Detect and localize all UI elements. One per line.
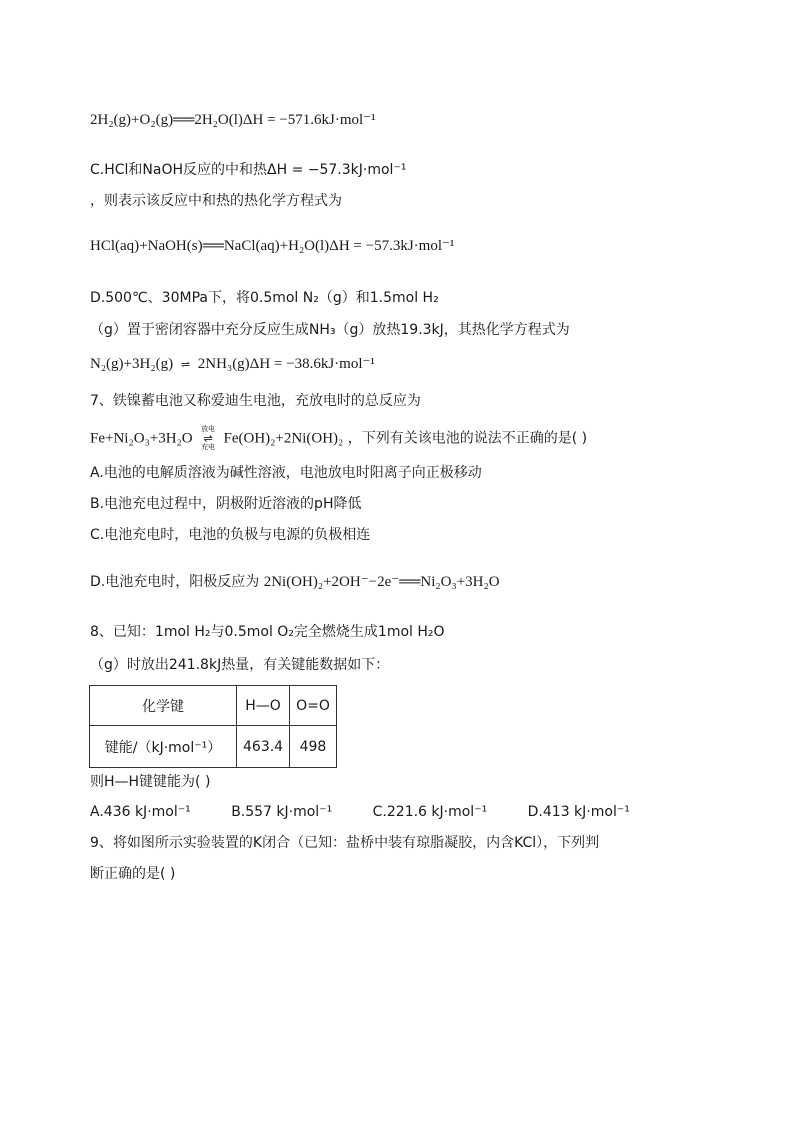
q8-stem: 8、已知：1mol H₂与0.5mol O₂完全燃烧生成1mol H₂O xyxy=(90,624,445,640)
q7-option-d-text: D.电池充电时，阳极反应为 xyxy=(90,574,260,590)
q8-option-a: A.436 kJ·mol⁻¹ xyxy=(90,804,191,820)
q8-stem-line2: （g）时放出241.8kJ热量，有关键能数据如下： xyxy=(90,657,390,673)
q8-option-c: C.221.6 kJ·mol⁻¹ xyxy=(372,804,488,820)
table-header-cell: H—O xyxy=(237,686,290,726)
q7-stem: 7、铁镍蓄电池又称爱迪生电池，充放电时的总反应为 xyxy=(90,393,421,409)
table-cell: 键能/（kJ·mol⁻¹） xyxy=(90,726,237,768)
q6-option-d-line2: （g）置于密闭容器中充分反应生成NH₃（g）放热19.3kJ，其热化学方程式为 xyxy=(90,322,570,338)
arrow-glyph: ⇌ xyxy=(203,432,213,445)
arrow-bottom-label: 充电 xyxy=(201,443,216,451)
q9-stem-line2: 断正确的是( ) xyxy=(90,866,176,882)
q7-option-b: B.电池充电过程中，阴极附近溶液的pH降低 xyxy=(90,496,362,512)
q9-stem-line1: 9、将如图所示实验装置的K闭合（已知：盐桥中装有琼脂凝胶，内含KCl），下列判 xyxy=(90,835,600,851)
q6-option-c-line1: C.HCl和NaOH反应的中和热ΔH = −57.3kJ·mol⁻¹ xyxy=(90,162,407,178)
q6-d-eq-right: 2NH₃(g)ΔH = −38.6kJ·mol⁻¹ xyxy=(197,356,375,372)
q6-option-d-equation xyxy=(90,354,375,375)
q6-b-equation: 2H₂(g)+O₂(g)══2H₂O(l)ΔH = −571.6kJ·mol⁻¹ xyxy=(90,112,376,128)
q8-question: 则H—H键键能为( ) xyxy=(90,774,211,790)
q7-equation-line xyxy=(90,425,587,452)
q6-d-eq-left: N₂(g)+3H₂(g) xyxy=(90,356,174,372)
table-row xyxy=(90,686,337,726)
q6-option-c-equation: HCl(aq)+NaOH(s)══NaCl(aq)+H₂O(l)ΔH = −57.3kJ·mol⁻¹ xyxy=(90,238,455,254)
q8-options xyxy=(90,802,666,822)
q7-option-a: A.电池的电解质溶液为碱性溶液，电池放电时阳离子向正极移动 xyxy=(90,465,482,481)
q7-option-d xyxy=(90,572,500,592)
q7-eq-left: Fe+Ni₂O₃+3H₂O xyxy=(90,430,193,447)
charge-discharge-arrow-icon xyxy=(201,425,215,452)
q8-option-d: D.413 kJ·mol⁻¹ xyxy=(527,804,630,820)
table-cell: 463.4 xyxy=(237,726,290,768)
reversible-arrow-icon: ⇌ xyxy=(180,358,191,371)
q8-option-b: B.557 kJ·mol⁻¹ xyxy=(231,804,333,820)
table-row xyxy=(90,726,337,768)
table-cell: 498 xyxy=(290,726,337,768)
q6-option-d-line1: D.500℃、30MPa下，将0.5mol N₂（g）和1.5mol H₂ xyxy=(90,290,439,306)
q7-option-c: C.电池充电时，电池的负极与电源的负极相连 xyxy=(90,527,371,543)
arrow-top-label: 放电 xyxy=(201,425,216,433)
table-header-cell: O=O xyxy=(290,686,337,726)
q6-option-c-line2: ，则表示该反应中和热的热化学方程式为 xyxy=(90,193,342,209)
bond-energy-table xyxy=(89,685,337,768)
table-header-cell: 化学键 xyxy=(90,686,237,726)
q7-option-d-equation: 2Ni(OH)₂+2OH⁻−2e⁻══Ni₂O₃+3H₂O xyxy=(263,574,500,590)
q7-eq-right: Fe(OH)₂+2Ni(OH)₂ xyxy=(223,430,344,447)
q7-eq-tail: ，下列有关该电池的说法不正确的是( ) xyxy=(347,430,588,447)
